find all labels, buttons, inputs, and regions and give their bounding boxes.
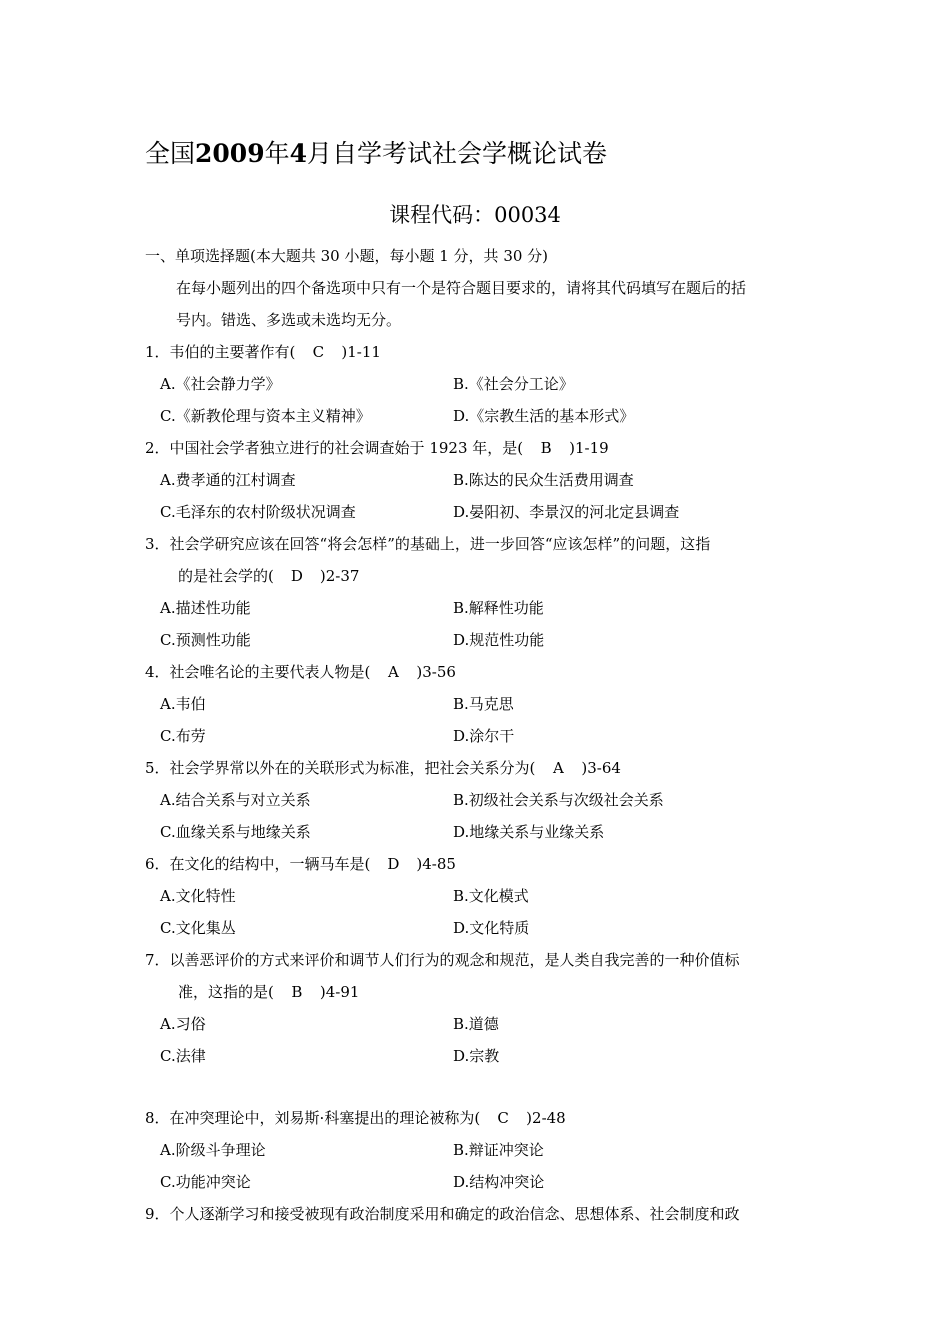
question-stem: 4．社会唯名论的主要代表人物是( A )3-56: [145, 660, 456, 684]
option: D.晏阳初、李景汉的河北定县调查: [453, 503, 680, 521]
option: C.布劳: [160, 727, 206, 745]
answer-mark: D: [290, 567, 303, 585]
answer-mark: A: [552, 759, 564, 777]
option: A.习俗: [160, 1015, 206, 1033]
section-heading: 一、单项选择题(本大题共 30 小题，每小题 1 分，共 30 分): [145, 247, 549, 265]
option: B.《社会分工论》: [453, 375, 574, 393]
option: A.描述性功能: [160, 599, 251, 617]
title-part: 年: [264, 139, 290, 168]
option: A.文化特性: [160, 887, 236, 905]
option: D.结构冲突论: [453, 1173, 545, 1191]
option: B.解释性功能: [453, 599, 544, 617]
option: C.血缘关系与地缘关系: [160, 823, 311, 841]
answer-mark: C: [312, 343, 325, 361]
answer-mark: A: [387, 663, 399, 681]
option: D.涂尔干: [453, 727, 515, 745]
option: D.规范性功能: [453, 631, 545, 649]
answer-mark: D: [387, 855, 400, 873]
option: A.阶级斗争理论: [160, 1141, 266, 1159]
course-code: 课程代码：00034: [389, 203, 561, 227]
answer-mark: B: [291, 983, 303, 1001]
option: B.马克思: [453, 695, 514, 713]
option: A.《社会静力学》: [160, 375, 281, 393]
option: C.功能冲突论: [160, 1173, 251, 1191]
question-stem: 6．在文化的结构中，一辆马车是( D )4-85: [145, 852, 456, 876]
title-month: 4: [289, 139, 308, 168]
option: C.预测性功能: [160, 631, 251, 649]
question-stem-continued: 的是社会学的( D )2-37: [178, 564, 359, 588]
option: D.《宗教生活的基本形式》: [453, 407, 635, 425]
option: C.《新教伦理与资本主义精神》: [160, 407, 371, 425]
title-part: 月自学考试社会学概论试卷: [307, 139, 608, 168]
option: A.结合关系与对立关系: [160, 791, 311, 809]
option: D.宗教: [453, 1047, 500, 1065]
option: B.辩证冲突论: [453, 1141, 544, 1159]
option: B.文化模式: [453, 887, 529, 905]
option: B.陈达的民众生活费用调查: [453, 471, 634, 489]
question-stem-continued: 准，这指的是( B )4-91: [178, 980, 359, 1004]
question-stem: 3．社会学研究应该在回答“将会怎样”的基础上，进一步回答“应该怎样”的问题，这指: [145, 535, 711, 553]
answer-mark: C: [497, 1109, 509, 1127]
exam-title: [145, 138, 607, 170]
instruction-line: 号内。错选、多选或未选均无分。: [176, 311, 402, 329]
title-year: 2009: [195, 139, 265, 168]
question-stem: 7．以善恶评价的方式来评价和调节人们行为的观念和规范，是人类自我完善的一种价值标: [145, 951, 740, 969]
question-stem: 8．在冲突理论中，刘易斯·科塞提出的理论被称为( C )2-48: [145, 1106, 566, 1130]
option: A.费孝通的江村调查: [160, 471, 296, 489]
answer-mark: B: [540, 439, 552, 457]
question-stem: 1．韦伯的主要著作有( C )1-11: [145, 340, 381, 364]
question-stem: 5．社会学界常以外在的关联形式为标准，把社会关系分为( A )3-64: [145, 756, 621, 780]
option: C.文化集丛: [160, 919, 236, 937]
title-part: 全国: [145, 139, 196, 168]
question-stem: 9．个人逐渐学习和接受被现有政治制度采用和确定的政治信念、思想体系、社会制度和政: [145, 1205, 740, 1223]
instruction-line: 在每小题列出的四个备选项中只有一个是符合题目要求的，请将其代码填写在题后的括: [176, 279, 747, 297]
option: D.地缘关系与业缘关系: [453, 823, 605, 841]
question-stem: 2．中国社会学者独立进行的社会调查始于 1923 年，是( B )1-19: [145, 436, 609, 460]
option: A.韦伯: [160, 695, 206, 713]
option: B.道德: [453, 1015, 499, 1033]
option: B.初级社会关系与次级社会关系: [453, 791, 664, 809]
option: C.毛泽东的农村阶级状况调查: [160, 503, 356, 521]
option: C.法律: [160, 1047, 206, 1065]
option: D.文化特质: [453, 919, 530, 937]
